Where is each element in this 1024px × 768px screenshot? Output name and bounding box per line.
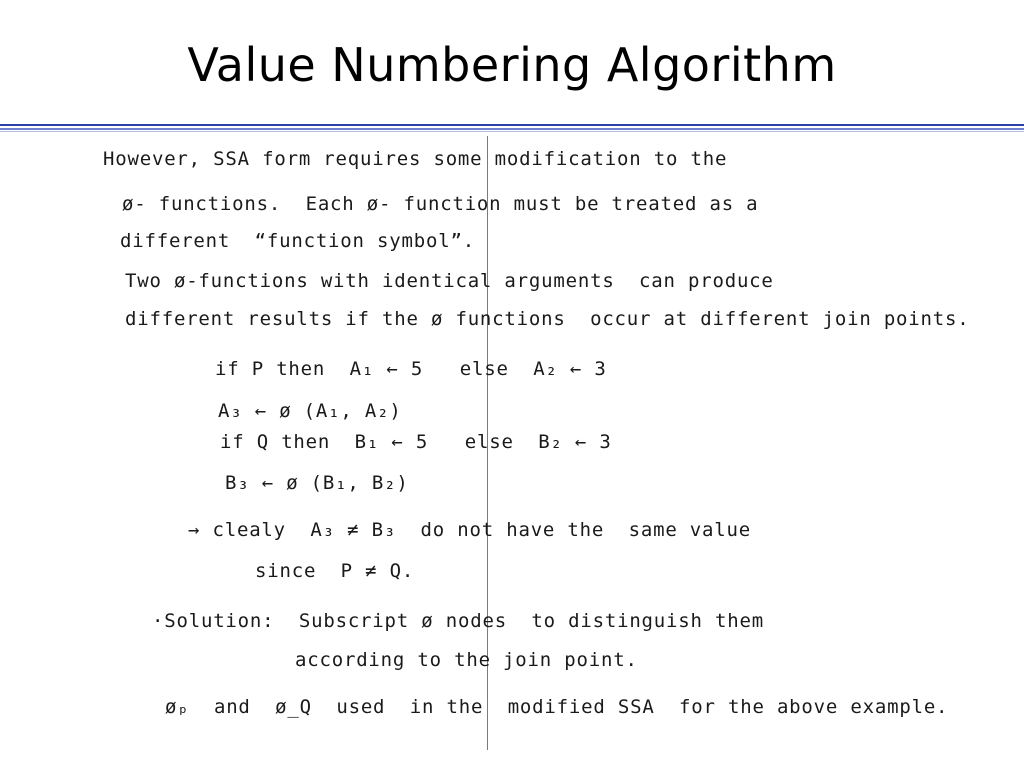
code-line-2: A₃ ← ø (A₁, A₂) — [218, 400, 402, 422]
solution-line-1: ·Solution: Subscript ø nodes to distinguish them — [152, 610, 764, 632]
note-line-5: different results if the ø functions occur at different join points. — [125, 308, 970, 330]
note-line-3: different “function symbol”. — [120, 230, 475, 252]
note-line-2: ø- functions. Each ø- function must be treated as a — [122, 193, 759, 215]
conclusion-line: → clealy A₃ ≠ B₃ do not have the same value — [188, 519, 751, 541]
code-line-3: if Q then B₁ ← 5 else B₂ ← 3 — [220, 431, 612, 453]
note-line-1: However, SSA form requires some modification to the — [103, 148, 728, 170]
slide-title: Value Numbering Algorithm — [187, 38, 837, 92]
code-line-4: B₃ ← ø (B₁, B₂) — [225, 472, 409, 494]
code-line-1: if P then A₁ ← 5 else A₂ ← 3 — [215, 358, 607, 380]
final-line: øₚ and ø_Q used in the modified SSA for the above example. — [165, 696, 949, 718]
title-divider-light — [0, 131, 1024, 132]
note-line-4: Two ø-functions with identical arguments can produce — [125, 270, 774, 292]
title-divider-dark — [0, 124, 1024, 126]
title-divider-mid — [0, 128, 1024, 130]
solution-line-2: according to the join point. — [295, 649, 638, 671]
conclusion-since: since P ≠ Q. — [255, 560, 415, 582]
